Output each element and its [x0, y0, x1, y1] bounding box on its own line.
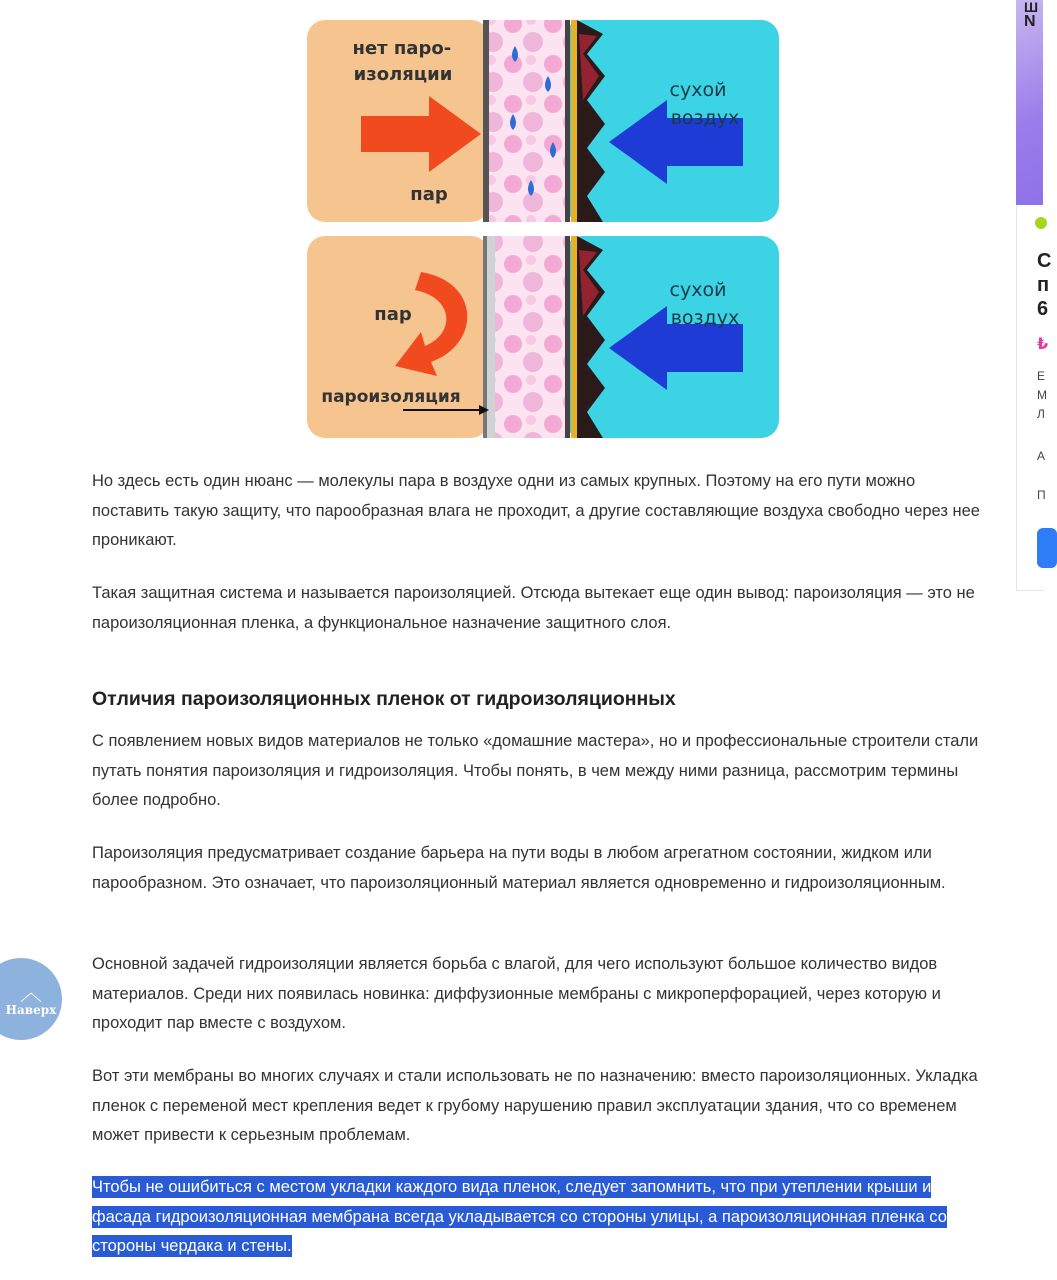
diagram-top-panel: [307, 20, 779, 222]
article-paragraph: Основной задачей гидроизоляции является борьба с влагой, для чего используют большое количество видов материалов. Среди них появилась новинка: диффузионные мембраны с микроперфорацией, через которую и проходит пар вместе с воздухом.: [92, 955, 941, 1032]
highlighted-paragraph[interactable]: [92, 1173, 988, 1262]
sidebar-title-fragment: С: [1037, 250, 1052, 272]
bottom-barrier-label: пароизоляция: [321, 387, 461, 407]
sidebar-ad[interactable]: [1016, 0, 1052, 590]
article-paragraph: Такая защитная система и называется пароизоляцией. Отсюда вытекает еще один вывод: пароизоляция — это не пароизоляционная пленка, а функциональное назначение защитного слоя.: [92, 584, 975, 632]
diagram-bottom-panel: [307, 236, 779, 438]
article-paragraph: Вот эти мембраны во многих случаях и стали использовать не по назначению: вместо пароизоляционных. Укладка пленок с переменой мест крепления ведет к грубому нарушению правил эксплуатации здания, что со временем может привести к серьезным проблемам.: [92, 1067, 978, 1144]
article-paragraph: С появлением новых видов материалов не только «домашние мастера», но и профессиональные строители стали путать понятия пароизоляция и гидроизоляция. Чтобы понять, в чем между ними разница, рассмотрим термины более подробно.: [92, 732, 979, 809]
sidebar-action-button[interactable]: [1037, 528, 1057, 568]
sidebar-banner[interactable]: [1016, 0, 1043, 205]
top-dry-air-label: сухой воздух: [669, 79, 740, 129]
text-selection[interactable]: Чтобы не ошибиться с местом укладки каждого вида пленок, следует запомнить, что при утеплении крыши и фасада гидроизоляционная мембрана всегда укладывается со стороны улицы, а пароизоляционная пленка со стороны чердака и стены.: [92, 1178, 947, 1255]
top-no-barrier-label: нет паро- изоляции: [352, 38, 453, 85]
sidebar-text-fragment: М: [1037, 388, 1047, 402]
sidebar-meta-fragment: А: [1037, 449, 1046, 463]
section-heading: Отличия пароизоляционных пленок от гидроизоляционных: [92, 688, 676, 710]
sidebar-text-fragment: Е: [1037, 369, 1046, 383]
sidebar-text-fragment: Л: [1037, 407, 1045, 421]
bottom-dry-air-label: сухой воздух: [669, 279, 740, 329]
sidebar-logo-2: N: [1024, 13, 1036, 30]
bottom-steam-label: пар: [374, 304, 412, 325]
sidebar-title-fragment: 6: [1037, 298, 1049, 320]
sidebar-logo: Ш: [1024, 0, 1039, 15]
sidebar-meta-fragment: П: [1037, 488, 1046, 502]
status-dot-icon: [1035, 217, 1047, 229]
chevron-up-icon: ︿: [19, 980, 42, 1005]
sidebar-title-fragment: п: [1037, 274, 1050, 296]
article-paragraph: Но здесь есть один нюанс — молекулы пара в воздухе одни из самых крупных. Поэтому на его пути можно поставить такую защиту, что парообразная влага не проходит, а другие составляющие воздуха свободно через нее проникают.: [92, 472, 980, 549]
sidebar-price-fragment: ₺: [1037, 336, 1049, 353]
scroll-to-top-button[interactable]: [0, 958, 62, 1040]
top-steam-label: пар: [410, 184, 448, 205]
scroll-to-top-label: Наверх: [5, 1003, 57, 1017]
vapor-barrier-diagram: [303, 14, 783, 442]
article-paragraph: Пароизоляция предусматривает создание барьера на пути воды в любом агрегатном состоянии, жидком или парообразном. Это означает, что пароизоляционный материал является одновременно и гидроизоляционным.: [92, 844, 946, 892]
